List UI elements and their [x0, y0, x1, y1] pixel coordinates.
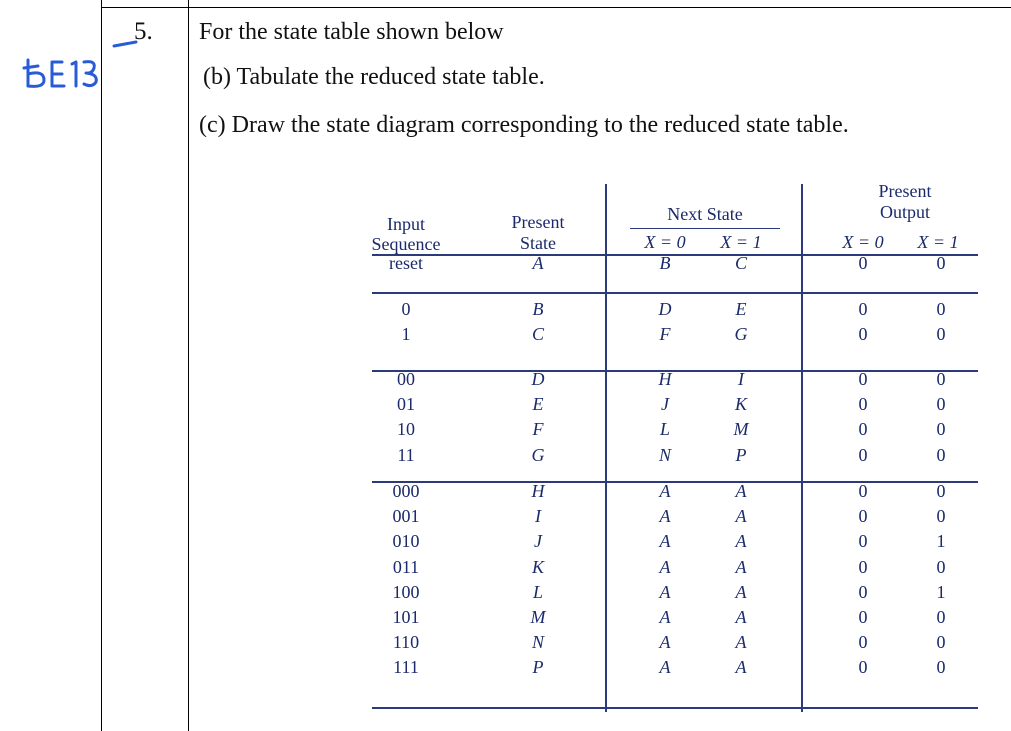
- cell-output-x0: 0: [858, 394, 868, 415]
- cell-output-x1: 1: [936, 581, 946, 602]
- cell-output-x1: 0: [936, 607, 946, 627]
- cell-input: reset: [389, 253, 423, 273]
- cell-output-x1: 0: [936, 556, 946, 577]
- header-input-line-2: Sequence: [371, 234, 441, 254]
- cell-input: 001: [392, 506, 420, 527]
- cell-next-x0: A: [659, 481, 671, 501]
- cell-next-x1: A: [735, 607, 747, 627]
- cell-next-x1: C: [734, 253, 747, 273]
- cell-output-x0: 0: [858, 632, 868, 653]
- cell-output-x0: 0: [858, 506, 868, 527]
- cell-state: D: [531, 369, 545, 389]
- table-rule-bottom: [372, 707, 978, 709]
- cell-output-x1: 1: [936, 531, 946, 552]
- cell-input: 101: [392, 607, 420, 627]
- top-border: [101, 7, 1011, 8]
- table-rule-next-state-left: [605, 184, 607, 712]
- cell-next-x0: A: [659, 556, 671, 577]
- cell-next-x1: P: [735, 444, 747, 465]
- cell-next-x0: B: [659, 253, 671, 273]
- cell-state: C: [531, 324, 544, 345]
- cell-state: H: [531, 481, 545, 501]
- header-next-x0: X = 0: [644, 232, 686, 252]
- cell-output-x1: 0: [936, 444, 946, 465]
- question-line-1: For the state table shown below: [199, 19, 504, 45]
- cell-next-x1: M: [733, 419, 749, 440]
- cell-input: 000: [392, 481, 420, 501]
- table-rule-output-left: [801, 184, 803, 712]
- header-output-x1: X = 1: [917, 232, 959, 252]
- cell-output-x1: 0: [936, 481, 946, 501]
- cell-output-x0: 0: [858, 369, 868, 389]
- cell-output-x1: 0: [936, 299, 946, 319]
- cell-input: 010: [392, 531, 420, 552]
- cell-state: P: [532, 657, 544, 678]
- cell-next-x0: F: [659, 324, 671, 345]
- cell-output-x1: 0: [936, 419, 946, 440]
- cell-input: 1: [401, 324, 411, 345]
- cell-next-x1: G: [734, 324, 748, 345]
- cell-next-x0: A: [659, 531, 671, 552]
- cell-input: 11: [397, 444, 415, 465]
- cell-state: E: [532, 394, 544, 415]
- cell-next-x1: A: [735, 581, 747, 602]
- cell-next-x0: N: [658, 444, 671, 465]
- cell-output-x0: 0: [858, 481, 868, 501]
- cell-next-x1: A: [735, 506, 747, 527]
- next-state-underline: [630, 228, 780, 229]
- cell-next-x1: A: [735, 481, 747, 501]
- header-output-x0: X = 0: [842, 232, 884, 252]
- cell-next-x0: A: [659, 581, 671, 602]
- cell-state: L: [532, 581, 543, 602]
- cell-state: N: [531, 632, 544, 653]
- cell-input: 00: [397, 369, 415, 389]
- header-state-line-1: Present: [511, 212, 565, 232]
- cell-output-x0: 0: [858, 556, 868, 577]
- cell-next-x0: J: [661, 394, 669, 415]
- header-output-line-2: Output: [879, 202, 930, 222]
- cell-output-x1: 0: [936, 253, 946, 273]
- question-dash-mark: [112, 32, 202, 52]
- cell-next-x0: A: [659, 506, 671, 527]
- cell-next-x0: A: [659, 657, 671, 678]
- cell-input: 011: [392, 556, 420, 577]
- question-number: 5.: [134, 18, 153, 45]
- cell-output-x1: 0: [936, 394, 946, 415]
- cell-state: M: [530, 607, 546, 627]
- header-next-state: Next State: [667, 204, 743, 224]
- cell-output-x0: 0: [858, 607, 868, 627]
- handwritten-annotation: [22, 56, 102, 92]
- cell-input: 10: [397, 419, 415, 440]
- cell-output-x1: 0: [936, 506, 946, 527]
- question-line-3: (c) Draw the state diagram corresponding to the reduced state table.: [199, 112, 849, 138]
- cell-output-x0: 0: [858, 444, 868, 465]
- cell-output-x1: 0: [936, 324, 946, 345]
- cell-output-x0: 0: [858, 657, 868, 678]
- cell-next-x1: K: [734, 394, 747, 415]
- state-table: [360, 180, 980, 720]
- cell-output-x0: 0: [858, 581, 868, 602]
- cell-next-x1: I: [738, 369, 744, 389]
- cell-output-x0: 0: [858, 419, 868, 440]
- cell-state: I: [535, 506, 541, 527]
- cell-output-x0: 0: [858, 324, 868, 345]
- cell-state: A: [532, 253, 544, 273]
- cell-next-x0: L: [659, 419, 670, 440]
- cell-state: J: [534, 531, 542, 552]
- cell-next-x0: A: [659, 632, 671, 653]
- cell-input: 01: [397, 394, 415, 415]
- cell-state: K: [531, 556, 544, 577]
- question-line-2: (b) Tabulate the reduced state table.: [203, 64, 545, 90]
- cell-next-x1: E: [735, 299, 747, 319]
- column-divider: [188, 0, 189, 731]
- header-next-x1: X = 1: [720, 232, 762, 252]
- cell-state: F: [532, 419, 544, 440]
- cell-state: B: [532, 299, 544, 319]
- cell-output-x0: 0: [858, 253, 868, 273]
- cell-next-x1: A: [735, 657, 747, 678]
- cell-next-x1: A: [735, 556, 747, 577]
- cell-next-x1: A: [735, 632, 747, 653]
- cell-next-x0: H: [658, 369, 672, 389]
- cell-output-x0: 0: [858, 299, 868, 319]
- cell-input: 110: [392, 632, 420, 653]
- cell-next-x1: A: [735, 531, 747, 552]
- cell-output-x1: 0: [936, 369, 946, 389]
- cell-input: 111: [393, 657, 419, 678]
- table-rule-group-1: [372, 292, 978, 294]
- header-state-line-2: State: [520, 233, 556, 253]
- cell-output-x1: 0: [936, 657, 946, 678]
- cell-state: G: [531, 444, 545, 465]
- header-output-line-1: Present: [878, 181, 932, 201]
- cell-next-x0: D: [658, 299, 672, 319]
- cell-output-x0: 0: [858, 531, 868, 552]
- cell-input: 100: [392, 581, 420, 602]
- cell-input: 0: [401, 299, 411, 319]
- header-input-line-1: Input: [387, 214, 425, 234]
- cell-next-x0: A: [659, 607, 671, 627]
- left-border: [101, 0, 102, 731]
- cell-output-x1: 0: [936, 632, 946, 653]
